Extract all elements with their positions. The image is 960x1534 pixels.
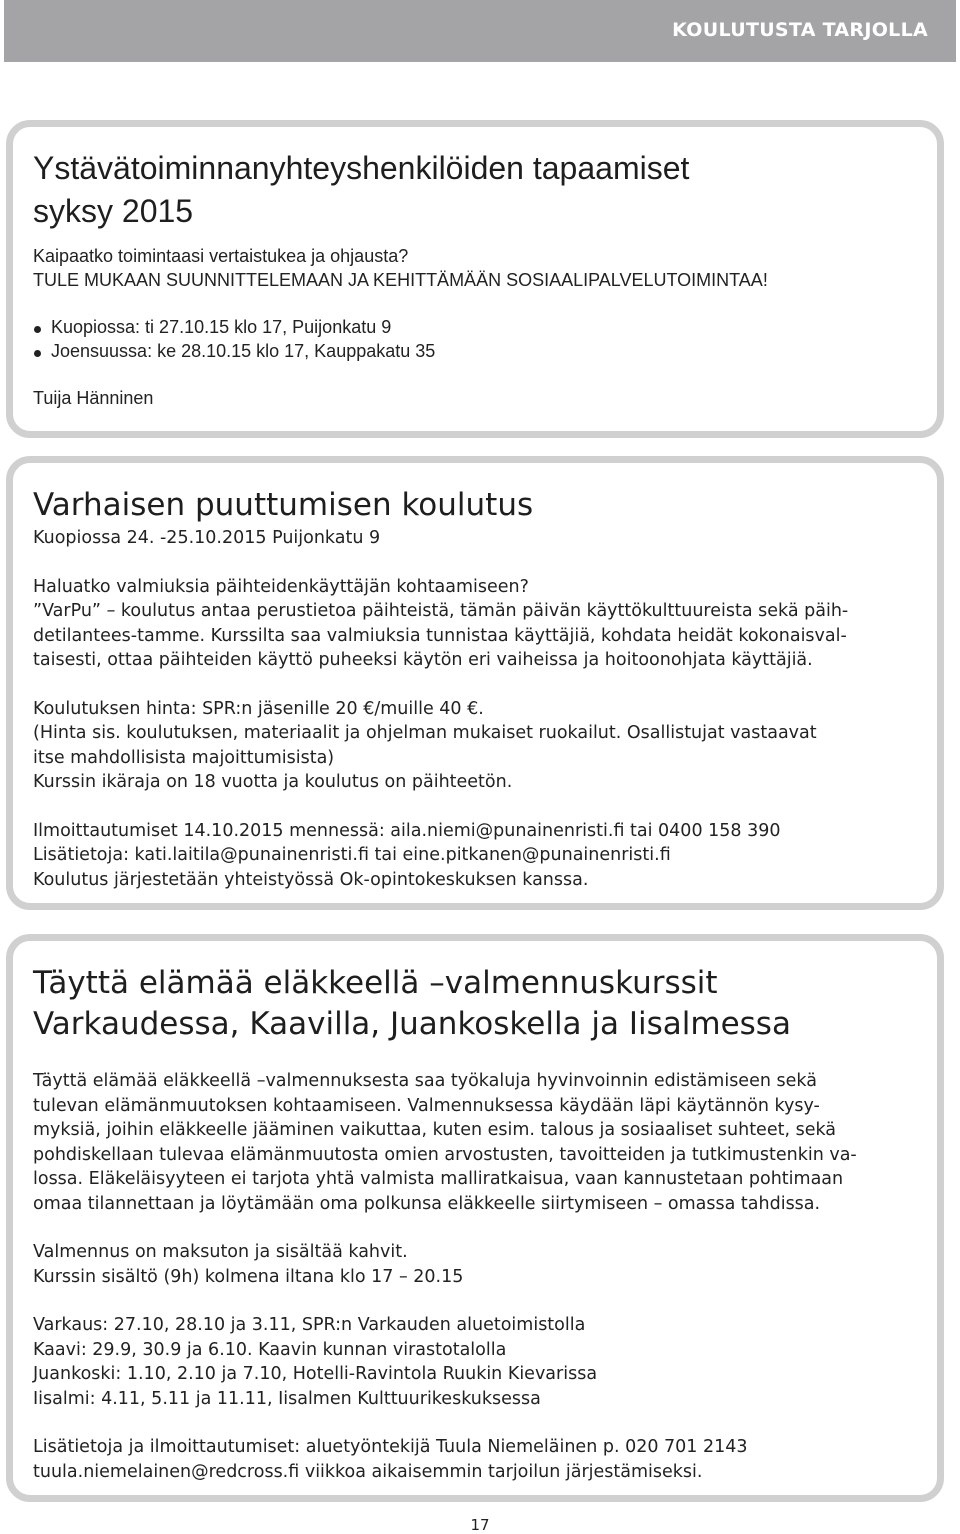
text-line: (Hinta sis. koulutuksen, materiaalit ja ohjelman mukaiset ruokailut. Osallistujat vastaavat	[33, 723, 817, 743]
text-line: Haluatko valmiuksia päihteidenkäyttäjän kohtaamiseen?	[33, 576, 529, 597]
section1-title-line2: syksy 2015	[33, 193, 194, 229]
section3-contact-info	[33, 1435, 917, 1484]
section1-title-line1: Ystävätoiminnanyhteyshenkilöiden tapaamiset	[33, 150, 690, 186]
section2-contact-info	[33, 819, 917, 893]
text-line: omaa tilannettaan ja löytämään oma polkunsa eläkkeelle siirtymiseen – omassa tahdissa.	[33, 1193, 821, 1214]
text-line: Kurssin ikäraja on 18 vuotta ja koulutus on päihteetön.	[33, 772, 513, 792]
section1-intro-line2: TULE MUKAAN SUUNNITTELEMAAN JA KEHITTÄMÄÄN SOSIAALIPALVELUTOIMINTAA!	[33, 269, 768, 290]
location-item: Iisalmi: 4.11, 5.11 ja 11.11, Iisalmen Kulttuurikeskuksessa	[33, 1388, 541, 1409]
text-line: pohdiskellaan tulevaa elämänmuutosta omien arvostusten, tavoitteiden ja tutkimustenkin va-	[33, 1144, 857, 1165]
text-line: Valmennus on maksuton ja sisältää kahvit.	[33, 1242, 408, 1262]
section3-title-line2: Varkaudessa, Kaavilla, Juankoskella ja Iisalmessa	[33, 1006, 791, 1042]
section-friend-activity-meetings	[6, 120, 944, 438]
location-item: Kaavi: 29.9, 30.9 ja 6.10. Kaavin kunnan virastotalolla	[33, 1339, 507, 1360]
section2-description	[33, 575, 917, 673]
text-line: Täyttä elämää eläkkeellä –valmennuksesta saa työkaluja hyvinvoinnin edistämiseen sekä	[33, 1071, 817, 1091]
text-line: detilantees-tamme. Kurssilta saa valmiuksia tunnistaa käyttäjiä, kohdata heidät kokonaisval-	[33, 625, 847, 646]
section3-title	[33, 963, 917, 1045]
text-line: tulevan elämänmuutoksen kohtaamiseen. Valmennuksessa käydään läpi käytännön kysy-	[33, 1095, 820, 1116]
section3-title-line1: Täyttä elämää eläkkeellä –valmennuskurssit	[33, 965, 718, 1001]
section1-title	[33, 147, 917, 233]
location-item: Varkaus: 27.10, 28.10 ja 3.11, SPR:n Varkauden aluetoimistolla	[33, 1315, 586, 1335]
text-line: Kurssin sisältö (9h) kolmena iltana klo 17 – 20.15	[33, 1266, 464, 1287]
list-item: Kuopiossa: ti 27.10.15 klo 17, Puijonkatu 9	[33, 316, 917, 340]
section-early-intervention-training	[6, 456, 944, 910]
section-retirement-coaching-courses	[6, 934, 944, 1502]
text-line: Ilmoittautumiset 14.10.2015 mennessä: aila.niemi@punainenristi.fi tai 0400 158 390	[33, 820, 781, 841]
section3-course-info	[33, 1240, 917, 1289]
section2-title: Varhaisen puuttumisen koulutus	[33, 487, 534, 523]
text-line: myksiä, joihin eläkkeelle jääminen vaikuttaa, kuten esim. talous ja sosiaaliset suhteet, sekä	[33, 1120, 837, 1140]
text-line: lossa. Eläkeläisyyteen ei tarjota yhtä valmista malliratkaisua, vaan kannustetaan pohtimaan	[33, 1169, 844, 1189]
section1-intro	[33, 245, 917, 292]
header-title: KOULUTUSTA TARJOLLA	[672, 19, 928, 41]
page-header-bar	[4, 0, 956, 62]
page-number: 17	[470, 1516, 490, 1534]
text-line: tuula.niemelainen@redcross.fi viikkoa aikaisemmin tarjoilun järjestämiseksi.	[33, 1461, 703, 1482]
section3-locations	[33, 1313, 917, 1411]
text-line: Koulutuksen hinta: SPR:n jäsenille 20 €/muille 40 €.	[33, 698, 484, 719]
section3-description	[33, 1069, 917, 1216]
location-item: Juankoski: 1.10, 2.10 ja 7.10, Hotelli-Ravintola Ruukin Kievarissa	[33, 1364, 598, 1384]
section1-contact: Tuija Hänninen	[33, 388, 154, 408]
list-item: Joensuussa: ke 28.10.15 klo 17, Kauppakatu 35	[33, 340, 917, 364]
text-line: Lisätietoja ja ilmoittautumiset: aluetyöntekijä Tuula Niemeläinen p. 020 701 2143	[33, 1437, 748, 1457]
text-line: ”VarPu” – koulutus antaa perustietoa päihteistä, tämän päivän käyttökulttuureista sekä päih-	[33, 601, 849, 621]
text-line: Koulutus järjestetään yhteistyössä Ok-opintokeskuksen kanssa.	[33, 869, 589, 890]
section2-subtitle: Kuopiossa 24. -25.10.2015 Puijonkatu 9	[33, 528, 381, 548]
text-line: itse mahdollisista majoittumisista)	[33, 747, 335, 768]
section1-event-list	[33, 316, 917, 363]
section2-price-info	[33, 697, 917, 795]
text-line: taisesti, ottaa päihteiden käyttö puheeksi käytön eri vaiheissa ja hoitoonohjata käyttäjiä.	[33, 650, 813, 670]
text-line: Lisätietoja: kati.laitila@punainenristi.fi tai eine.pitkanen@punainenristi.fi	[33, 845, 671, 865]
section1-intro-line1: Kaipaatko toimintaasi vertaistukea ja ohjausta?	[33, 246, 409, 266]
